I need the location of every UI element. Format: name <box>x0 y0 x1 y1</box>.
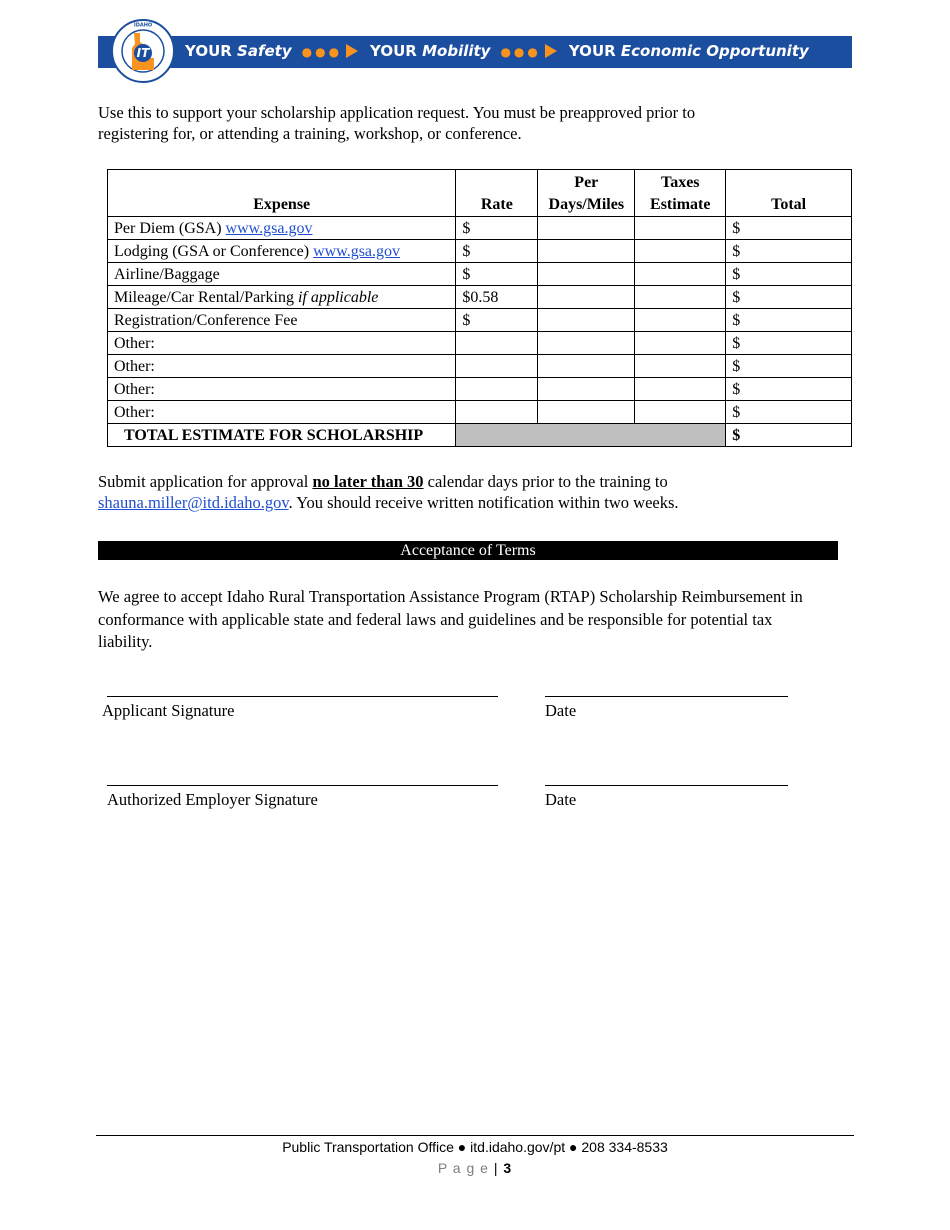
deadline-text: no later than 30 <box>312 472 424 491</box>
gsa-link[interactable]: www.gsa.gov <box>313 243 401 260</box>
expense-label: Per Diem (GSA) www.gsa.gov <box>108 217 456 240</box>
banner-slogan <box>185 36 809 68</box>
rate-cell[interactable]: $ <box>456 240 538 263</box>
date-label-2: Date <box>545 790 577 809</box>
expense-label: Airline/Baggage <box>108 263 456 286</box>
per-days-miles-cell[interactable] <box>538 217 635 240</box>
employer-signature-label: Authorized Employer Signature <box>107 790 318 809</box>
per-days-miles-cell[interactable] <box>538 378 635 401</box>
taxes-estimate-cell[interactable] <box>635 263 726 286</box>
rate-cell[interactable] <box>456 378 538 401</box>
employer-signature-line[interactable] <box>107 785 498 786</box>
header-taxes-estimate: Taxes Estimate <box>635 170 726 217</box>
per-days-miles-cell[interactable] <box>538 240 635 263</box>
taxes-estimate-cell[interactable] <box>635 240 726 263</box>
taxes-estimate-cell[interactable] <box>635 332 726 355</box>
footer-phone: 208 334-8533 <box>581 1139 668 1155</box>
table-row <box>108 217 852 240</box>
total-cell[interactable]: $ <box>726 240 852 263</box>
header-rate: Rate <box>456 170 538 217</box>
rate-cell[interactable]: $0.58 <box>456 286 538 309</box>
arrow-icon <box>545 44 557 58</box>
expense-label: Other: <box>108 355 456 378</box>
contact-email-link[interactable]: shauna.miller@itd.idaho.gov <box>98 493 289 512</box>
taxes-estimate-cell[interactable] <box>635 217 726 240</box>
rate-cell[interactable]: $ <box>456 309 538 332</box>
gsa-link[interactable]: www.gsa.gov <box>225 220 313 237</box>
per-days-miles-cell[interactable] <box>538 401 635 424</box>
submit-paragraph: Submit application for approval no later than 30 calendar days prior to the training to shauna.miller@itd.idaho.gov. You should receive written notification within two weeks. <box>98 472 679 512</box>
date-label-1: Date <box>545 701 577 720</box>
total-cell[interactable]: $ <box>726 355 852 378</box>
table-row <box>108 401 852 424</box>
table-row <box>108 240 852 263</box>
dots-icon: ●●● <box>301 45 343 59</box>
expense-label: Lodging (GSA or Conference) www.gsa.gov <box>108 240 456 263</box>
total-cell[interactable]: $ <box>726 309 852 332</box>
table-header-row <box>108 170 852 217</box>
applicant-signature-line[interactable] <box>107 696 498 697</box>
itd-logo <box>110 18 176 84</box>
taxes-estimate-cell[interactable] <box>635 355 726 378</box>
taxes-estimate-cell[interactable] <box>635 286 726 309</box>
date-line-2[interactable] <box>545 785 788 786</box>
bullet-icon: ● <box>569 1139 578 1155</box>
rate-cell[interactable] <box>456 401 538 424</box>
total-cell[interactable]: $ <box>726 286 852 309</box>
total-value[interactable]: $ <box>726 424 852 447</box>
expense-label: Other: <box>108 401 456 424</box>
date-line-1[interactable] <box>545 696 788 697</box>
taxes-estimate-cell[interactable] <box>635 378 726 401</box>
total-cell[interactable]: $ <box>726 332 852 355</box>
dots-icon: ●●● <box>500 45 541 59</box>
expense-label: Other: <box>108 332 456 355</box>
total-cell[interactable]: $ <box>726 401 852 424</box>
intro-paragraph: Use this to support your scholarship application request. You must be preapproved prior to registering for, or attending a training, workshop, or conference. <box>98 103 696 143</box>
per-days-miles-cell[interactable] <box>538 263 635 286</box>
applicant-signature-label: Applicant Signature <box>102 701 235 720</box>
per-days-miles-cell[interactable] <box>538 355 635 378</box>
slogan-your-3: YOUR <box>568 42 616 60</box>
header-expense: Expense <box>108 170 456 217</box>
rate-cell[interactable]: $ <box>456 217 538 240</box>
per-days-miles-cell[interactable] <box>538 332 635 355</box>
table-row <box>108 286 852 309</box>
total-cell[interactable]: $ <box>726 378 852 401</box>
table-row <box>108 309 852 332</box>
svg-text:IDAHO: IDAHO <box>133 22 153 29</box>
rate-cell[interactable] <box>456 355 538 378</box>
taxes-estimate-cell[interactable] <box>635 309 726 332</box>
svg-text:IT: IT <box>136 46 150 60</box>
total-label: TOTAL ESTIMATE FOR SCHOLARSHIP <box>108 424 456 447</box>
rate-cell[interactable]: $ <box>456 263 538 286</box>
header-per-days-miles: Per Days/Miles <box>538 170 635 217</box>
taxes-estimate-cell[interactable] <box>635 401 726 424</box>
footer-contact: Public Transportation Office ● itd.idaho.gov/pt ● 208 334-8533 <box>282 1139 668 1155</box>
total-row <box>108 424 852 447</box>
arrow-icon <box>346 44 358 58</box>
expense-table <box>107 169 852 447</box>
slogan-your-2: YOUR <box>370 42 417 60</box>
slogan-your-1: YOUR <box>185 42 232 60</box>
footer-divider <box>96 1135 854 1136</box>
table-row <box>108 332 852 355</box>
total-cell[interactable]: $ <box>726 263 852 286</box>
terms-heading: Acceptance of Terms <box>98 541 838 560</box>
table-row <box>108 355 852 378</box>
table-row <box>108 263 852 286</box>
expense-label: Registration/Conference Fee <box>108 309 456 332</box>
header-total: Total <box>726 170 852 217</box>
bullet-icon: ● <box>457 1139 467 1155</box>
footer-site: itd.idaho.gov/pt <box>470 1139 566 1155</box>
total-gray-cell <box>456 424 726 447</box>
page-number: P a g e | 3 <box>437 1160 513 1176</box>
slogan-economic-opportunity: Economic Opportunity <box>620 42 809 60</box>
terms-paragraph: We agree to accept Idaho Rural Transportation Assistance Program (RTAP) Scholarship Reimbursement in conformance with applicable state and federal laws and guidelines and be responsible for potential tax liability. <box>98 587 803 651</box>
expense-label: Other: <box>108 378 456 401</box>
per-days-miles-cell[interactable] <box>538 309 635 332</box>
rate-cell[interactable] <box>456 332 538 355</box>
total-cell[interactable]: $ <box>726 217 852 240</box>
table-row <box>108 378 852 401</box>
expense-label: Mileage/Car Rental/Parking if applicable <box>108 286 456 309</box>
slogan-safety: Safety <box>237 42 292 60</box>
per-days-miles-cell[interactable] <box>538 286 635 309</box>
slogan-mobility: Mobility <box>422 42 491 60</box>
